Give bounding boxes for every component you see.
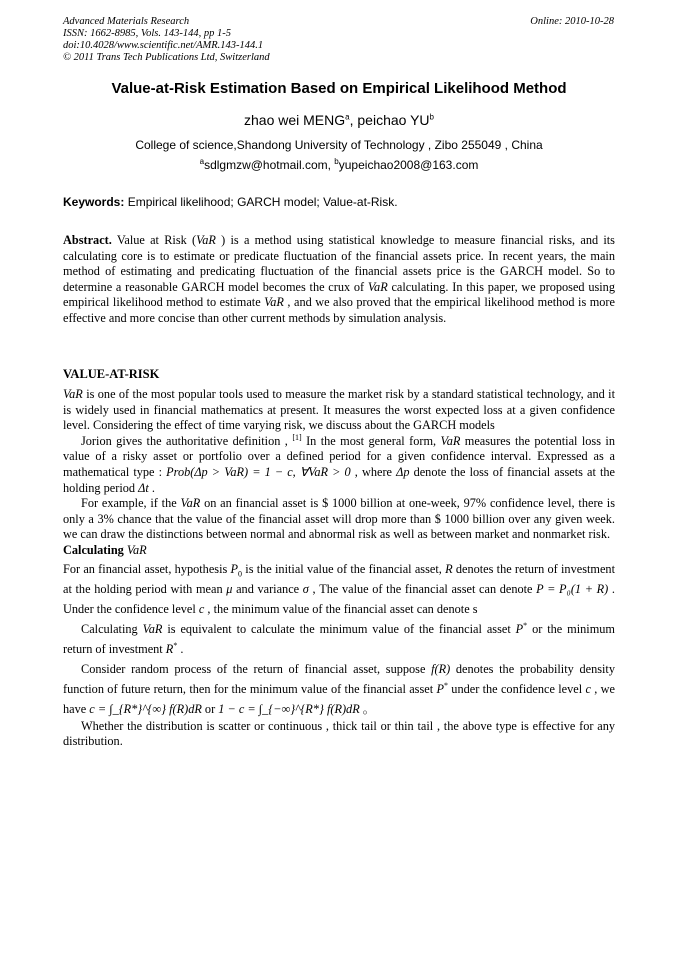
- keywords-label: Keywords:: [63, 195, 125, 209]
- abstract: Abstract. Value at Risk (VaR ) is a method using statistical knowledge to measure financial risks, and its calculating core is to estimate or predicate fluctuation of the financial assets price. In recent years, the main method of estimating and predicating fluctuation of the financial assets price is the GARCH model. So to determine a reasonable GARCH model becomes the crux of VaR calculating. In this paper, we proposed using empirical likelihood method to estimate VaR , and we also proved that the empirical likelihood method is more effective and more concise than other current methods by simulation analysis.: [63, 233, 615, 325]
- authors: zhao wei MENG$^a$, peichao $YU^b$: [244, 112, 434, 128]
- formula-value: P = P₀(1 + R): [536, 581, 609, 596]
- paragraph: Jorion gives the authoritative definition , [1] In the most general form, VaR measures the potential loss in value of a risky asset or portfolio over a defined period for a given confidence interval. Expressed as a mathematical type : Prob(Δp > VaR) = 1 − c, ∀VaR > 0 , where Δp denote the loss of financial assets at the holding period Δt .: [63, 432, 616, 495]
- issn: ISSN: 1662-8985, Vols. 143-144, pp 1-5: [63, 28, 231, 39]
- paragraph: For an financial asset, hypothesis $P_0$ is the initial value of the financial asset, R denotes the return of investment at the holding period with mean μ and variance σ , The value of the financial asset can denote P = P₀(1 + R) . Under the confidence level c , the minimum value of the financial asset can denote s: [63, 561, 616, 616]
- formula-integral-1: c = ∫_{R*}^{∞} f(R)dR: [89, 701, 202, 716]
- doi: doi:10.4028/www.scientific.net/AMR.143-144.1: [63, 40, 264, 51]
- subsection-title: Calculating VaR: [63, 542, 147, 557]
- email-b: yupeichao2008@163.com: [338, 158, 479, 172]
- formula-integral-2: 1 − c = ∫_{−∞}^{R*} f(R)dR: [218, 701, 360, 716]
- section-title: VALUE-AT-RISK: [63, 367, 160, 381]
- journal-header: [63, 16, 270, 64]
- paper-title: Value-at-Risk Estimation Based on Empirical Likelihood Method: [111, 80, 567, 97]
- paragraph: For example, if the VaR on an financial asset is $ 1000 billion at one-week, 97% confidence level, there is only a 3% chance that the value of the financial asset will drop more than $ 1000 billion over any given week. we can draw the distinctions between normal and abnormal risk as well as between market and nonmarket risk.: [63, 496, 615, 542]
- paragraph: Consider random process of the return of financial asset, suppose f(R) denotes the probability density function of future return, then for the minimum value of the financial asset P* under the confidence level c , we have c = ∫_{R*}^{∞} f(R)dR or 1 − c = ∫_{−∞}^{R*} f(R)dR 。: [63, 661, 616, 716]
- affiliation: College of science,Shandong University of Technology , Zibo 255049 , China: [135, 138, 543, 152]
- journal-name: Advanced Materials Research: [63, 16, 190, 27]
- abstract-label: Abstract.: [63, 233, 112, 247]
- section-body: [63, 387, 615, 750]
- copyright: © 2011 Trans Tech Publications Ltd, Switzerland: [63, 52, 270, 63]
- online-date: Online: 2010-10-28: [530, 16, 614, 27]
- citation: [1]: [292, 432, 302, 442]
- keywords-text: Empirical likelihood; GARCH model; Value-at-Risk.: [124, 195, 398, 209]
- paragraph: Calculating VaR is equivalent to calculate the minimum value of the financial asset P* or the minimum return of investment R* .: [63, 620, 615, 656]
- paragraph: Whether the distribution is scatter or continuous , thick tail or thin tail , the above type is effective for any distribution.: [63, 718, 615, 749]
- keywords: [63, 195, 615, 209]
- emails: $^a$sdlgmzw@hotmail.com, $^b$yupeichao2008@163.com: [199, 157, 479, 172]
- author-2: peichao YU: [357, 112, 430, 128]
- email-a: sdlgmzw@hotmail.com,: [204, 158, 335, 172]
- paragraph: VaR is one of the most popular tools used to measure the market risk by a standard statistical technology, and it is widely used in financial mathematics at present. It measures the worst expected loss at a given confidence level. Considering the effect of time varying risk, we discuss about the GARCH models: [63, 387, 615, 433]
- author-1: zhao wei MENG: [244, 112, 346, 128]
- formula-prob: Prob(Δp > VaR) = 1 − c, ∀VaR > 0: [166, 464, 351, 479]
